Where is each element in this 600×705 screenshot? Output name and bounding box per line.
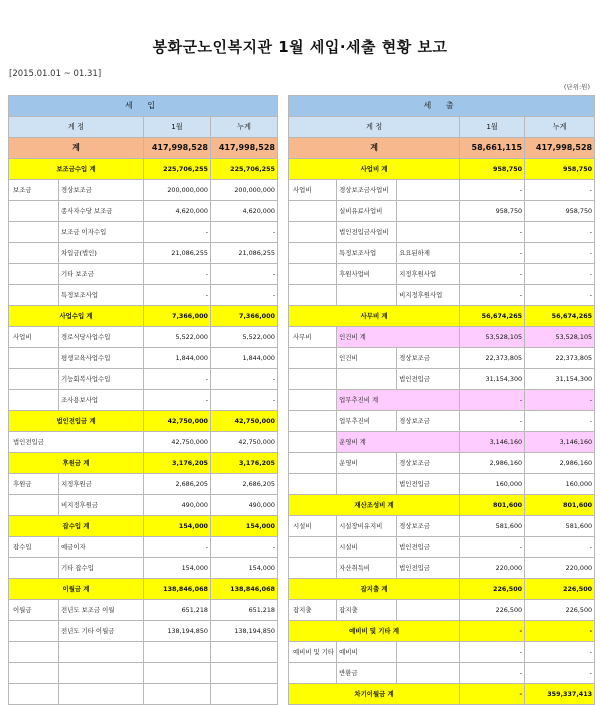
- income-item-cell: 특정보조사업: [59, 285, 144, 306]
- expense-category-cell: [289, 453, 337, 474]
- table-row: [9, 663, 595, 684]
- expense-month-cell: -: [460, 264, 525, 285]
- expense-section-header: 세 출: [289, 96, 595, 117]
- income-cumulative-cell: 154,000: [211, 558, 278, 579]
- expense-cumulative-cell: -: [525, 243, 595, 264]
- expense-item-cell: 경상보조금사업비: [337, 180, 397, 201]
- expense-month-cell: 56,674,265: [460, 306, 525, 327]
- column-separator: [278, 537, 289, 558]
- column-header-row: [9, 117, 595, 138]
- income-month-cell: 490,000: [144, 495, 211, 516]
- expense-item-cell: 시설장비유지비: [337, 516, 397, 537]
- income-cumulative-cell: 138,194,850: [211, 621, 278, 642]
- expense-month-cell: 958,750: [460, 159, 525, 180]
- income-category-cell: [9, 663, 59, 684]
- expense-item-cell: 자산취득비: [337, 558, 397, 579]
- income-item-cell: 비지정후원금: [59, 495, 144, 516]
- column-separator: [278, 243, 289, 264]
- expense-total-cumulative: 417,998,528: [525, 138, 595, 159]
- column-separator: [278, 264, 289, 285]
- expense-source-cell: 법인전입금: [397, 369, 460, 390]
- income-item-cell: 경로식당사업수입: [59, 327, 144, 348]
- income-item-cell: 차입금(법인): [59, 243, 144, 264]
- expense-category-cell: [289, 222, 337, 243]
- table-row: [9, 621, 595, 642]
- expense-cumulative-cell: 56,674,265: [525, 306, 595, 327]
- expense-total-label: 계: [289, 138, 460, 159]
- income-cumulative-cell: [211, 663, 278, 684]
- income-month-cell: 138,846,068: [144, 579, 211, 600]
- expense-cumulative-cell: 53,528,105: [525, 327, 595, 348]
- column-separator: [278, 96, 289, 117]
- income-category-cell: [9, 642, 59, 663]
- income-subtotal-label: 잡수입 계: [9, 516, 144, 537]
- expense-month-cell: -: [460, 285, 525, 306]
- table-row: [9, 474, 595, 495]
- income-category-cell: [9, 243, 59, 264]
- income-item-cell: 조사용보사업: [59, 390, 144, 411]
- expense-category-cell: [289, 201, 337, 222]
- income-cumulative-cell: 1,844,000: [211, 348, 278, 369]
- expense-month-cell: -: [460, 537, 525, 558]
- table-row: [9, 264, 595, 285]
- income-cumulative-cell: 7,366,000: [211, 306, 278, 327]
- income-item-cell: [59, 663, 144, 684]
- table-row: [9, 159, 595, 180]
- table-row: [9, 243, 595, 264]
- expense-cumulative-cell: -: [525, 180, 595, 201]
- column-separator: [278, 642, 289, 663]
- income-item-cell: 평생교육사업수입: [59, 348, 144, 369]
- expense-source-cell: [397, 201, 460, 222]
- income-category-cell: [9, 201, 59, 222]
- income-cumulative-cell: 5,522,000: [211, 327, 278, 348]
- income-item-cell: [59, 642, 144, 663]
- income-category-cell: 이월금: [9, 600, 59, 621]
- expense-cumulative-cell: -: [525, 621, 595, 642]
- expense-month-cell: -: [460, 621, 525, 642]
- expense-category-cell: 사무비: [289, 327, 337, 348]
- expense-month-cell: 160,000: [460, 474, 525, 495]
- expense-source-cell: 지정후원사업: [397, 264, 460, 285]
- table-row: [9, 390, 595, 411]
- income-month-cell: 5,522,000: [144, 327, 211, 348]
- expense-source-cell: [397, 222, 460, 243]
- expense-cumulative-cell: 3,146,160: [525, 432, 595, 453]
- expense-month-cell: -: [460, 663, 525, 684]
- expense-cumulative-cell: 958,750: [525, 201, 595, 222]
- expense-cumulative-cell: -: [525, 537, 595, 558]
- income-month-cell: 138,194,850: [144, 621, 211, 642]
- table-row: [9, 684, 595, 705]
- expense-item-cell: 법인전입금사업비: [337, 222, 397, 243]
- expense-month-cell: 958,750: [460, 201, 525, 222]
- expense-cumulative-cell: 801,600: [525, 495, 595, 516]
- column-separator: [278, 411, 289, 432]
- expense-category-cell: [289, 390, 337, 411]
- income-month-cell: -: [144, 537, 211, 558]
- grand-total-row: [9, 138, 595, 159]
- expense-source-cell: 비지정후원사업: [397, 285, 460, 306]
- expense-item-cell: 예비비: [337, 642, 397, 663]
- expense-cumulative-cell: 359,337,413: [525, 684, 595, 705]
- expense-month-cell: 226,500: [460, 600, 525, 621]
- income-category-cell: [9, 621, 59, 642]
- income-category-cell: [9, 684, 59, 705]
- income-month-cell: 3,176,205: [144, 453, 211, 474]
- expense-category-cell: [289, 243, 337, 264]
- expense-item-cell: [337, 285, 397, 306]
- expense-month-cell: -: [460, 684, 525, 705]
- expense-month-cell: 53,528,105: [460, 327, 525, 348]
- expense-item-cell: 반환금: [337, 663, 397, 684]
- income-cumulative-cell: 4,620,000: [211, 201, 278, 222]
- income-month-cell: [144, 663, 211, 684]
- expense-source-cell: [397, 642, 460, 663]
- income-cumulative-cell: 651,218: [211, 600, 278, 621]
- expense-cumulative-cell: 160,000: [525, 474, 595, 495]
- expense-cumulative-cell: 958,750: [525, 159, 595, 180]
- table-row: [9, 558, 595, 579]
- expense-cumulative-cell: 220,000: [525, 558, 595, 579]
- income-subtotal-label: 사업수입 계: [9, 306, 144, 327]
- income-subtotal-label: 법인전입금 계: [9, 411, 144, 432]
- income-cumulative-cell: 200,000,000: [211, 180, 278, 201]
- expense-month-cell: -: [460, 411, 525, 432]
- expense-cumulative-cell: -: [525, 663, 595, 684]
- column-separator: [278, 516, 289, 537]
- income-cumulative-cell: -: [211, 264, 278, 285]
- column-separator: [278, 138, 289, 159]
- income-cumulative-cell: 154,000: [211, 516, 278, 537]
- income-month-cell: -: [144, 390, 211, 411]
- column-separator: [278, 306, 289, 327]
- income-cumulative-cell: 2,686,205: [211, 474, 278, 495]
- income-cumulative-cell: -: [211, 537, 278, 558]
- expense-source-cell: 경상보조금: [397, 348, 460, 369]
- income-cumulative-cell: [211, 684, 278, 705]
- table-row: [9, 285, 595, 306]
- expense-month-cell: 2,986,160: [460, 453, 525, 474]
- expense-item-cell: 시설비: [337, 537, 397, 558]
- income-item-cell: 기타 잡수입: [59, 558, 144, 579]
- expense-subtotal-label: 잡지출 계: [289, 579, 460, 600]
- column-separator: [278, 285, 289, 306]
- expense-cumulative-cell: -: [525, 222, 595, 243]
- table-row: [9, 201, 595, 222]
- income-cumulative-cell: 21,086,255: [211, 243, 278, 264]
- income-month-cell: -: [144, 285, 211, 306]
- income-cumulative-cell: -: [211, 390, 278, 411]
- expense-subgroup-label: 업무추진비 계: [337, 390, 460, 411]
- expense-subtotal-label: 재산조성비 계: [289, 495, 460, 516]
- income-category-cell: [9, 222, 59, 243]
- income-item-cell: 전년도 기타 이월금: [59, 621, 144, 642]
- expense-subtotal-label: 예비비 및 기타 계: [289, 621, 460, 642]
- expense-month-cell: 581,600: [460, 516, 525, 537]
- table-row: [9, 369, 595, 390]
- expense-category-cell: [289, 348, 337, 369]
- expense-item-cell: [337, 369, 397, 390]
- income-category-cell: [9, 390, 59, 411]
- income-month-cell: 21,086,255: [144, 243, 211, 264]
- column-separator: [278, 348, 289, 369]
- income-category-cell: 보조금: [9, 180, 59, 201]
- expense-month-cell: 801,600: [460, 495, 525, 516]
- expense-category-cell: [289, 537, 337, 558]
- income-month-cell: -: [144, 369, 211, 390]
- income-expense-table: [8, 95, 595, 705]
- income-month-cell: 154,000: [144, 558, 211, 579]
- income-month-cell: [144, 684, 211, 705]
- income-item-cell: 지정후원금: [59, 474, 144, 495]
- expense-month-cell: -: [460, 642, 525, 663]
- table-row: [9, 222, 595, 243]
- column-separator: [278, 327, 289, 348]
- expense-source-cell: 법인전입금: [397, 558, 460, 579]
- income-month-header: 1월: [144, 117, 211, 138]
- income-category-cell: [9, 285, 59, 306]
- expense-cumulative-cell: -: [525, 411, 595, 432]
- income-cumulative-cell: -: [211, 222, 278, 243]
- column-separator: [278, 495, 289, 516]
- income-cumulative-cell: 42,750,000: [211, 411, 278, 432]
- income-item-cell: 종사자수당 보조금: [59, 201, 144, 222]
- income-month-cell: 42,750,000: [144, 411, 211, 432]
- expense-month-cell: -: [460, 243, 525, 264]
- income-item-cell: 전년도 보조금 이월: [59, 600, 144, 621]
- expense-month-cell: -: [460, 390, 525, 411]
- income-cumulative-cell: 225,706,255: [211, 159, 278, 180]
- income-subtotal-label: 후원금 계: [9, 453, 144, 474]
- column-separator: [278, 474, 289, 495]
- column-separator: [278, 579, 289, 600]
- income-cumulative-cell: 490,000: [211, 495, 278, 516]
- income-category-cell: 법인전입금: [9, 432, 144, 453]
- expense-source-cell: [397, 663, 460, 684]
- income-item-cell: 기능회복사업수입: [59, 369, 144, 390]
- expense-category-cell: 잡지출: [289, 600, 337, 621]
- column-separator: [278, 117, 289, 138]
- expense-cumulative-cell: 226,500: [525, 600, 595, 621]
- income-month-cell: 225,706,255: [144, 159, 211, 180]
- income-month-cell: 200,000,000: [144, 180, 211, 201]
- income-month-cell: 154,000: [144, 516, 211, 537]
- column-separator: [278, 621, 289, 642]
- expense-cumulative-cell: -: [525, 642, 595, 663]
- table-row: [9, 600, 595, 621]
- expense-cumulative-cell: 226,500: [525, 579, 595, 600]
- expense-category-cell: [289, 285, 337, 306]
- expense-month-cell: 31,154,300: [460, 369, 525, 390]
- expense-cumulative-cell: 31,154,300: [525, 369, 595, 390]
- income-cumulative-cell: [211, 642, 278, 663]
- income-category-cell: [9, 558, 59, 579]
- income-item-cell: 경상보조금: [59, 180, 144, 201]
- income-category-cell: 사업비: [9, 327, 59, 348]
- table-row: [9, 516, 595, 537]
- income-category-cell: [9, 264, 59, 285]
- income-month-cell: 1,844,000: [144, 348, 211, 369]
- expense-source-cell: 법인전입금: [397, 537, 460, 558]
- expense-cumulative-cell: 581,600: [525, 516, 595, 537]
- column-separator: [278, 432, 289, 453]
- income-item-cell: 예금이자: [59, 537, 144, 558]
- income-month-cell: 7,366,000: [144, 306, 211, 327]
- table-row: [9, 453, 595, 474]
- income-month-cell: [144, 642, 211, 663]
- income-category-cell: [9, 495, 59, 516]
- expense-month-cell: 22,373,805: [460, 348, 525, 369]
- expense-item-cell: 업무추진비: [337, 411, 397, 432]
- expense-source-cell: 법인전입금: [397, 474, 460, 495]
- expense-category-cell: [289, 432, 337, 453]
- income-month-cell: -: [144, 222, 211, 243]
- section-header-row: [9, 96, 595, 117]
- expense-month-header: 1월: [460, 117, 525, 138]
- expense-category-cell: 시설비: [289, 516, 337, 537]
- column-separator: [278, 201, 289, 222]
- expense-month-cell: 220,000: [460, 558, 525, 579]
- column-separator: [278, 180, 289, 201]
- income-item-cell: 기타 보조금: [59, 264, 144, 285]
- expense-subtotal-label: 차기이월금 계: [289, 684, 460, 705]
- expense-account-header: 계 정: [289, 117, 460, 138]
- expense-month-cell: -: [460, 222, 525, 243]
- expense-item-cell: 잡지출: [337, 600, 397, 621]
- table-row: [9, 537, 595, 558]
- income-month-cell: 2,686,205: [144, 474, 211, 495]
- expense-source-cell: 경상보조금: [397, 453, 460, 474]
- expense-cumulative-cell: 2,986,160: [525, 453, 595, 474]
- income-cumulative-cell: 3,176,205: [211, 453, 278, 474]
- income-subtotal-label: 보조금수입 계: [9, 159, 144, 180]
- column-separator: [278, 558, 289, 579]
- expense-cumulative-cell: -: [525, 264, 595, 285]
- expense-source-cell: 경상보조금: [397, 516, 460, 537]
- expense-item-cell: 후원사업비: [337, 264, 397, 285]
- expense-category-cell: [289, 369, 337, 390]
- income-month-cell: 651,218: [144, 600, 211, 621]
- income-cumulative-cell: 138,846,068: [211, 579, 278, 600]
- income-cumulative-cell: 42,750,000: [211, 432, 278, 453]
- expense-source-cell: [397, 180, 460, 201]
- expense-cumulative-cell: 22,373,805: [525, 348, 595, 369]
- unit-label: (단위:원): [563, 83, 590, 91]
- table-row: [9, 180, 595, 201]
- income-item-cell: 보조금 이자수입: [59, 222, 144, 243]
- expense-item-cell: 특정보조사업: [337, 243, 397, 264]
- expense-subtotal-label: 사무비 계: [289, 306, 460, 327]
- income-category-cell: [9, 369, 59, 390]
- expense-source-cell: 경상보조금: [397, 411, 460, 432]
- expense-item-cell: 실비유료사업비: [337, 201, 397, 222]
- income-category-cell: [9, 348, 59, 369]
- expense-month-cell: 226,500: [460, 579, 525, 600]
- income-category-cell: 잡수입: [9, 537, 59, 558]
- expense-category-cell: [289, 474, 337, 495]
- expense-category-cell: 예비비 및 기타: [289, 642, 337, 663]
- income-section-header: 세 입: [9, 96, 278, 117]
- expense-cumulative-cell: -: [525, 390, 595, 411]
- expense-month-cell: 3,146,160: [460, 432, 525, 453]
- expense-item-cell: 운영비: [337, 453, 397, 474]
- expense-subgroup-label: 운영비 계: [337, 432, 460, 453]
- income-month-cell: 4,620,000: [144, 201, 211, 222]
- income-category-cell: 후원금: [9, 474, 59, 495]
- column-separator: [278, 453, 289, 474]
- column-separator: [278, 390, 289, 411]
- table-row: [9, 579, 595, 600]
- table-row: [9, 642, 595, 663]
- column-separator: [278, 600, 289, 621]
- table-row: [9, 348, 595, 369]
- expense-category-cell: [289, 663, 337, 684]
- report-title: 봉화군노인복지관 1월 세입·세출 현황 보고: [152, 38, 448, 56]
- expense-total-month: 58,661,115: [460, 138, 525, 159]
- income-total-cumulative: 417,998,528: [211, 138, 278, 159]
- expense-item-cell: [337, 474, 397, 495]
- expense-category-cell: [289, 264, 337, 285]
- expense-category-cell: 사업비: [289, 180, 337, 201]
- expense-subtotal-label: 사업비 계: [289, 159, 460, 180]
- income-month-cell: -: [144, 264, 211, 285]
- expense-item-cell: 인건비: [337, 348, 397, 369]
- income-cumulative-cell: -: [211, 369, 278, 390]
- column-separator: [278, 222, 289, 243]
- income-total-label: 계: [9, 138, 144, 159]
- table-row: [9, 432, 595, 453]
- table-row: [9, 495, 595, 516]
- income-item-cell: [59, 684, 144, 705]
- table-row: [9, 327, 595, 348]
- expense-subgroup-label: 인건비 계: [337, 327, 460, 348]
- income-subtotal-label: 이월금 계: [9, 579, 144, 600]
- column-separator: [278, 684, 289, 705]
- table-row: [9, 306, 595, 327]
- income-cumulative-header: 누계: [211, 117, 278, 138]
- income-total-month: 417,998,528: [144, 138, 211, 159]
- expense-cumulative-header: 누계: [525, 117, 595, 138]
- column-separator: [278, 369, 289, 390]
- expense-cumulative-cell: -: [525, 285, 595, 306]
- income-cumulative-cell: -: [211, 285, 278, 306]
- income-month-cell: 42,750,000: [144, 432, 211, 453]
- expense-source-cell: 요요된하제: [397, 243, 460, 264]
- expense-source-cell: [397, 600, 460, 621]
- income-account-header: 계 정: [9, 117, 144, 138]
- column-separator: [278, 663, 289, 684]
- expense-category-cell: [289, 558, 337, 579]
- column-separator: [278, 159, 289, 180]
- report-period: [2015.01.01 ~ 01.31]: [9, 69, 102, 79]
- expense-category-cell: [289, 411, 337, 432]
- table-row: [9, 411, 595, 432]
- expense-month-cell: -: [460, 180, 525, 201]
